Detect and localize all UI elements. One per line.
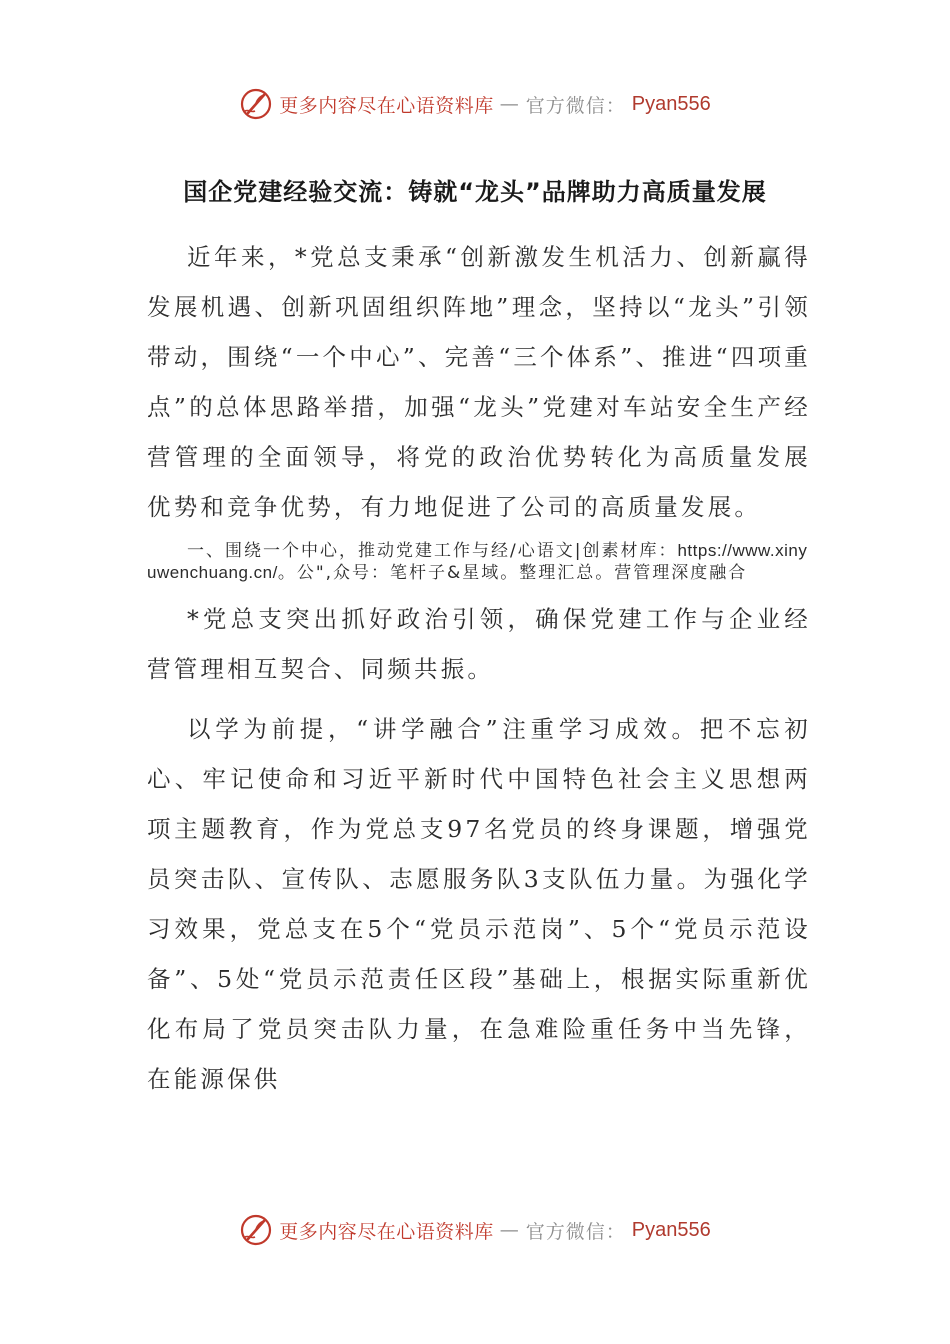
watermark-official: 官方微信： xyxy=(525,1220,626,1243)
watermark-wechat-id: Pyan556 xyxy=(631,1218,711,1241)
heading-text-2: 。公",众号：笔杆子&星域。整理汇总。营管理深度融合 xyxy=(277,563,748,583)
footer-watermark xyxy=(0,1210,950,1250)
watermark-dash: — xyxy=(499,93,520,115)
watermark-official: 官方微信： xyxy=(525,94,626,117)
paragraph-3: 以学为前提，“讲学融合”注重学习成效。把不忘初心、牢记使命和习近平新时代中国特色社会主义思想两项主题教育，作为党总支97名党员的终身课题，增强党员突击队、宣传队、志愿服务队3支队伍力量。为强化学习效果，党总支在5个“党员示范岗”、5个“党员示范设备”、5处“党员示范责任区段”基础上，根据实际重新优化布局了党员突击队力量，在急难险重任务中当先锋，在能源保供 xyxy=(147,715,811,1093)
watermark-dash: — xyxy=(499,1219,520,1241)
heading-text-1: 一、围绕一个中心，推动党建工作与经/心语文|创素材库： xyxy=(187,541,678,561)
heading-url: https://www.xinyuwenchuang.cn/ xyxy=(147,541,808,582)
watermark-brand: 更多内容尽在心语资料库 xyxy=(279,94,494,117)
section-heading-1 xyxy=(147,540,811,584)
watermark-wechat-id: Pyan556 xyxy=(631,92,711,115)
quill-pen-logo-icon xyxy=(239,87,273,121)
paragraph-2: *党总支突出抓好政治引领，确保党建工作与企业经营管理相互契合、同频共振。 xyxy=(147,605,811,683)
paragraph-intro: 近年来，*党总支秉承“创新激发生机活力、创新赢得发展机遇、创新巩固组织阵地”理念，坚持以“龙头”引领带动，围绕“一个中心”、完善“三个体系”、推进“四项重点”的总体思路举措，加强“龙头”党建对车站安全生产经营管理的全面领导，将党的政治优势转化为高质量发展优势和竞争优势，有力地促进了公司的高质量发展。 xyxy=(147,243,811,521)
document-title: 国企党建经验交流：铸就“龙头”品牌助力高质量发展 xyxy=(183,178,767,206)
header-watermark xyxy=(0,84,950,124)
quill-pen-logo-icon xyxy=(239,1213,273,1247)
document-body xyxy=(147,232,811,1104)
watermark-brand: 更多内容尽在心语资料库 xyxy=(279,1220,494,1243)
